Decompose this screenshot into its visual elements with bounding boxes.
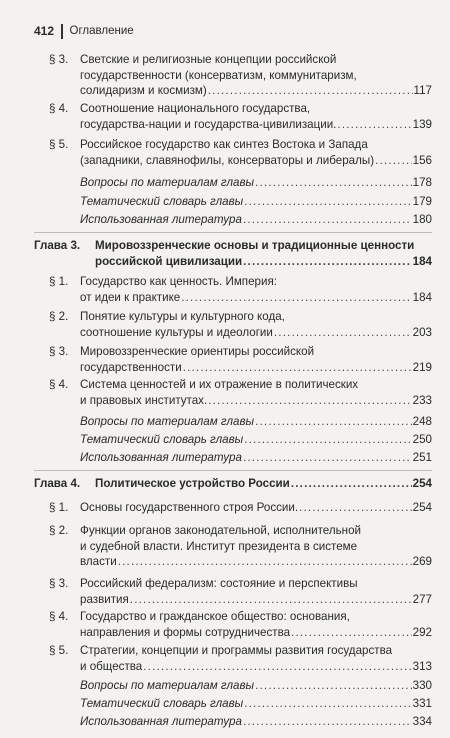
toc-entry-title-line: Понятие культуры и культурного кода, bbox=[80, 310, 285, 323]
dot-leader bbox=[337, 117, 411, 133]
dot-leader bbox=[291, 476, 412, 492]
toc-chapter-entry[interactable] bbox=[34, 476, 432, 492]
toc-page-number: 331 bbox=[412, 697, 432, 710]
toc-section-entry[interactable] bbox=[49, 137, 432, 168]
toc-page-number: 178 bbox=[412, 176, 432, 189]
toc-entry-title-line: Стратегии, концепции и программы развития государства bbox=[80, 644, 393, 657]
dot-leader bbox=[118, 554, 412, 570]
toc-section-entry[interactable] bbox=[49, 576, 432, 607]
dot-leader bbox=[208, 83, 413, 99]
dot-leader bbox=[181, 290, 411, 306]
dot-leader bbox=[243, 714, 412, 730]
toc-page-number: 180 bbox=[412, 213, 432, 226]
toc-page-number: 184 bbox=[412, 254, 432, 268]
toc-entry-title-line: солидаризм и космизм) bbox=[80, 84, 207, 98]
dot-leader bbox=[243, 212, 412, 228]
dot-leader bbox=[208, 393, 411, 409]
toc-page-number: 248 bbox=[412, 415, 432, 428]
toc-entry-title-line: государственности bbox=[80, 360, 182, 374]
toc-entry-label: § 2. bbox=[49, 524, 69, 537]
toc-section-entry[interactable] bbox=[49, 344, 432, 375]
toc-entry-label: § 5. bbox=[49, 644, 69, 657]
toc-page-number: 277 bbox=[412, 592, 432, 606]
toc-page-number: 269 bbox=[412, 555, 432, 569]
section-divider bbox=[34, 232, 432, 233]
toc-section-entry[interactable] bbox=[49, 52, 432, 99]
toc-section-entry[interactable] bbox=[49, 523, 432, 570]
dot-leader bbox=[299, 500, 412, 516]
dot-leader bbox=[243, 254, 412, 270]
toc-entry-label: § 1. bbox=[49, 501, 69, 514]
toc-entry-label: Глава 4. bbox=[34, 477, 81, 490]
toc-page-number: 250 bbox=[412, 433, 432, 446]
toc-entry-label: § 5. bbox=[49, 138, 69, 151]
toc-appendix-entry[interactable] bbox=[80, 450, 432, 466]
toc-entry-title-line: направления и формы сотрудничества bbox=[80, 625, 291, 639]
toc-appendix-entry[interactable] bbox=[80, 432, 432, 448]
dot-leader bbox=[244, 432, 411, 448]
toc-appendix-entry[interactable] bbox=[80, 678, 432, 694]
dot-leader bbox=[291, 625, 412, 641]
toc-entry-title-line: (западники, славянофилы, консерваторы и либералы) bbox=[80, 153, 375, 167]
toc-entry-title-line: Использованная литература bbox=[80, 451, 242, 464]
toc-entry-title-line: Мировоззренческие основы и традиционные ценности bbox=[95, 239, 415, 252]
toc-entry-title-line: Тематический словарь главы bbox=[80, 195, 244, 208]
toc-entry-title-line: власти bbox=[80, 555, 117, 569]
toc-section-entry[interactable] bbox=[49, 309, 432, 340]
toc-entry-title-line: Функции органов законодательной, исполнительной bbox=[80, 524, 361, 537]
toc-page-number: 233 bbox=[412, 393, 432, 407]
toc-page-number: 254 bbox=[412, 501, 432, 514]
toc-entry-title-line: Государство и гражданское общество: основания, bbox=[80, 610, 350, 623]
toc-entry-title-line: Использованная литература bbox=[80, 213, 242, 226]
toc-entry-title-line: Вопросы по материалам главы bbox=[80, 415, 255, 428]
toc-entry-title-line: Вопросы по материалам главы bbox=[80, 176, 255, 189]
toc-entry-title-line: Российское государство как синтез Востока и Запада bbox=[80, 138, 368, 151]
dot-leader bbox=[243, 450, 412, 466]
toc-page-number: 313 bbox=[412, 659, 432, 673]
dot-leader bbox=[143, 659, 411, 675]
toc-page-number: 156 bbox=[412, 153, 432, 167]
toc-section-entry[interactable] bbox=[49, 101, 432, 132]
section-divider bbox=[34, 470, 432, 471]
toc-entry-label: § 4. bbox=[49, 610, 69, 623]
dot-leader bbox=[375, 153, 412, 169]
toc-page-number: 292 bbox=[412, 625, 432, 639]
toc-entry-title-line: Тематический словарь главы bbox=[80, 433, 244, 446]
toc-entry-title-line: государственности (консерватизм, коммунитаризм, bbox=[80, 68, 357, 82]
toc-entry-label: Глава 3. bbox=[34, 239, 81, 252]
toc-entry-title-line: Вопросы по материалам главы bbox=[80, 679, 255, 692]
toc-chapter-entry[interactable] bbox=[34, 238, 432, 269]
dot-leader bbox=[183, 360, 412, 376]
toc-appendix-entry[interactable] bbox=[80, 175, 432, 191]
toc-page-number: 179 bbox=[412, 195, 432, 208]
toc-entry-title-line: Использованная литература bbox=[80, 715, 242, 728]
toc-entry-title-line: Светские и религиозные концепции российской bbox=[80, 53, 337, 66]
toc-entry-title-line: Основы государственного строя России. bbox=[80, 501, 299, 514]
toc-entry-label: § 1. bbox=[49, 275, 69, 288]
toc-entry-title-line: Политическое устройство России bbox=[95, 477, 290, 490]
toc-entry-title-line: и судебной власти. Институт президента в системе bbox=[80, 539, 358, 553]
toc-entry-title-line: государства-нации и государства-цивилизации. bbox=[80, 117, 337, 131]
toc-entry-title-line: Соотношение национального государства, bbox=[80, 102, 311, 115]
toc-entry-title-line: Система ценностей и их отражение в политических bbox=[80, 378, 359, 391]
toc-entry-label: § 4. bbox=[49, 102, 69, 115]
toc-page-number: 219 bbox=[412, 360, 432, 374]
dot-leader bbox=[255, 175, 412, 191]
toc-appendix-entry[interactable] bbox=[80, 194, 432, 210]
dot-leader bbox=[255, 678, 412, 694]
toc-appendix-entry[interactable] bbox=[80, 414, 432, 430]
toc-entry-title-line: Тематический словарь главы bbox=[80, 697, 244, 710]
toc-entry-title-line: Государство как ценность. Империя: bbox=[80, 275, 277, 288]
toc-entry-title-line: и правовых институтах. bbox=[80, 393, 208, 407]
toc-page-number: 117 bbox=[413, 84, 432, 98]
toc-appendix-entry[interactable] bbox=[80, 696, 432, 712]
toc-appendix-entry[interactable] bbox=[80, 212, 432, 228]
dot-leader bbox=[244, 696, 411, 712]
toc-entry-label: § 4. bbox=[49, 378, 69, 391]
toc-section-entry[interactable] bbox=[49, 643, 432, 674]
toc-page-number: 330 bbox=[412, 679, 432, 692]
toc-entry-label: § 3. bbox=[49, 345, 69, 358]
toc-entry-title-line: и общества bbox=[80, 659, 143, 673]
toc-entry-label: § 3. bbox=[49, 577, 69, 590]
toc-page-number: 251 bbox=[412, 451, 432, 464]
toc-page-number: 184 bbox=[412, 290, 432, 304]
toc-section-entry[interactable] bbox=[49, 609, 432, 640]
toc-entry-label: § 3. bbox=[49, 53, 69, 66]
toc-entry-title-line: соотношение культуры и идеологии bbox=[80, 325, 273, 339]
toc-section-entry[interactable] bbox=[49, 377, 432, 408]
toc-page-number: 203 bbox=[412, 325, 432, 339]
toc-entry-title-line: от идеи к практике bbox=[80, 290, 181, 304]
toc-section-entry[interactable] bbox=[49, 500, 432, 516]
toc-section-entry[interactable] bbox=[49, 274, 432, 305]
dot-leader bbox=[255, 414, 412, 430]
toc-appendix-entry[interactable] bbox=[80, 714, 432, 730]
dot-leader bbox=[274, 325, 412, 341]
page-number: 412 bbox=[34, 24, 55, 38]
toc-page-number: 139 bbox=[412, 117, 432, 131]
running-title: Оглавление bbox=[69, 25, 134, 37]
toc-entry-label: § 2. bbox=[49, 310, 69, 323]
toc-entry-title-line: Мировоззренческие ориентиры российской bbox=[80, 345, 315, 358]
toc-page-number: 254 bbox=[412, 477, 432, 490]
toc-entry-title-line: российской цивилизации bbox=[95, 254, 243, 268]
dot-leader bbox=[130, 592, 412, 608]
toc-entry-title-line: развития bbox=[80, 592, 129, 606]
toc-page-number: 334 bbox=[412, 715, 432, 728]
dot-leader bbox=[244, 194, 411, 210]
toc-entry-title-line: Российский федерализм: состояние и перспективы bbox=[80, 577, 358, 590]
